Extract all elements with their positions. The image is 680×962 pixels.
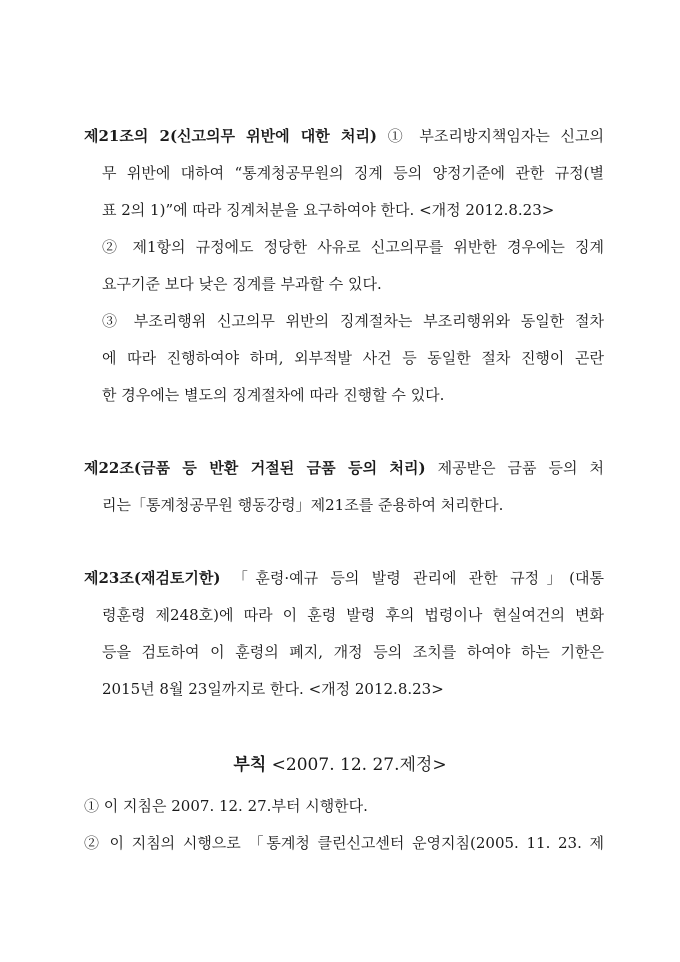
supplementary-line-1: ① 이 지침은 2007. 12. 27.부터 시행한다. (84, 797, 368, 815)
article-23-line-3: 등을 검토하여 이 훈령의 폐지, 개정 등의 조치를 하여야 하는 기한은 (102, 643, 604, 661)
article-23-line-4: 2015년 8월 23일까지로 한다. <개정 2012.8.23> (102, 680, 444, 698)
supplementary-line-2: ② 이 지침의 시행으로 「통계청 클린신고센터 운영지침(2005. 11. 23. 제 (84, 834, 604, 852)
article-21-line-5: 요구기준 보다 낮은 징계를 부과할 수 있다. (102, 275, 382, 293)
article-21-line-6: ③ 부조리행위 신고의무 위반의 징계절차는 부조리행위와 동일한 절차 (102, 312, 604, 330)
article-21-line-2: 무 위반에 대하여 “통계청공무원의 징계 등의 양정기준에 관한 규정(별 (102, 164, 604, 182)
article-21-line-1: 제21조의 2(신고의무 위반에 대한 처리) ① 부조리방지책임자는 신고의 (84, 127, 604, 145)
article-21-heading: 제21조의 2(신고의무 위반에 대한 처리) (84, 127, 378, 145)
article-21-line-8: 한 경우에는 별도의 징계절차에 따라 진행할 수 있다. (102, 386, 445, 404)
article-23-line-2: 령훈령 제248호)에 따라 이 훈령 발령 후의 법령이나 현실여건의 변화 (102, 606, 604, 624)
article-23-line-1: 제23조(재검토기한) 「훈령·예규 등의 발령 관리에 관한 규정」(대통 (84, 569, 604, 587)
article-21-line-3: 표 2의 1)”에 따라 징계처분을 요구하여야 한다. <개정 2012.8.23> (102, 201, 555, 219)
article-22-heading: 제22조(금품 등 반환 거절된 금품 등의 처리) (84, 459, 426, 477)
article-22-line-2: 리는「통계청공무원 행동강령」제21조를 준용하여 처리한다. (102, 496, 504, 514)
supplementary-title: 부칙 <2007. 12. 27.제정> (233, 755, 447, 775)
article-23-heading: 제23조(재검토기한) (84, 569, 221, 587)
article-21-line-7: 에 따라 진행하여야 하며, 외부적발 사건 등 동일한 절차 진행이 곤란 (102, 349, 604, 367)
article-22-line-1: 제22조(금품 등 반환 거절된 금품 등의 처리) 제공받은 금품 등의 처 (84, 459, 604, 477)
article-21-line-4: ② 제1항의 규정에도 정당한 사유로 신고의무를 위반한 경우에는 징계 (102, 238, 604, 256)
